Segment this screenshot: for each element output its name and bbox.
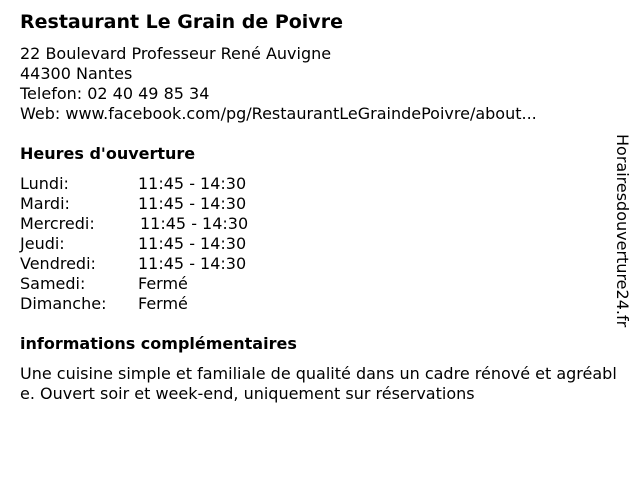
day-hours: 11:45 - 14:30 <box>138 174 247 193</box>
restaurant-title: Restaurant Le Grain de Poivre <box>20 11 343 33</box>
phone-number: Telefon: 02 40 49 85 34 <box>20 84 210 103</box>
hours-row-dimanche <box>20 294 300 314</box>
address-block <box>20 44 537 124</box>
hours-row-samedi <box>20 274 300 294</box>
hours-row-jeudi <box>20 234 300 254</box>
hours-row-vendredi <box>20 254 300 274</box>
hours-row-mercredi <box>20 214 300 234</box>
hours-row-lundi <box>20 174 300 194</box>
day-label: Samedi: <box>20 274 86 293</box>
address-city: 44300 Nantes <box>20 64 133 83</box>
opening-hours-table <box>20 174 300 314</box>
day-label: Jeudi: <box>20 234 65 253</box>
day-label: Mercredi: <box>20 214 95 233</box>
additional-info-text: Une cuisine simple et familiale de qualité dans un cadre rénové et agréable. Ouvert soir et week-end, uniquement sur réservations <box>20 364 617 403</box>
opening-hours-heading: Heures d'ouverture <box>20 144 196 163</box>
day-hours: Fermé <box>138 274 188 293</box>
additional-info-heading: informations complémentaires <box>20 334 297 353</box>
day-label: Vendredi: <box>20 254 96 273</box>
site-watermark: Horairesdouverture24.fr <box>613 134 632 328</box>
day-hours: 11:45 - 14:30 <box>138 234 247 253</box>
website-link[interactable]: Web: www.facebook.com/pg/RestaurantLeGraindePoivre/about... <box>20 104 537 123</box>
day-hours: Fermé <box>138 294 188 313</box>
day-label: Mardi: <box>20 194 70 213</box>
hours-row-mardi <box>20 194 300 214</box>
day-label: Lundi: <box>20 174 69 193</box>
address-street: 22 Boulevard Professeur René Auvigne <box>20 44 332 63</box>
day-hours: 11:45 - 14:30 <box>140 214 249 233</box>
day-hours: 11:45 - 14:30 <box>138 254 247 273</box>
day-hours: 11:45 - 14:30 <box>138 194 247 213</box>
day-label: Dimanche: <box>20 294 107 313</box>
